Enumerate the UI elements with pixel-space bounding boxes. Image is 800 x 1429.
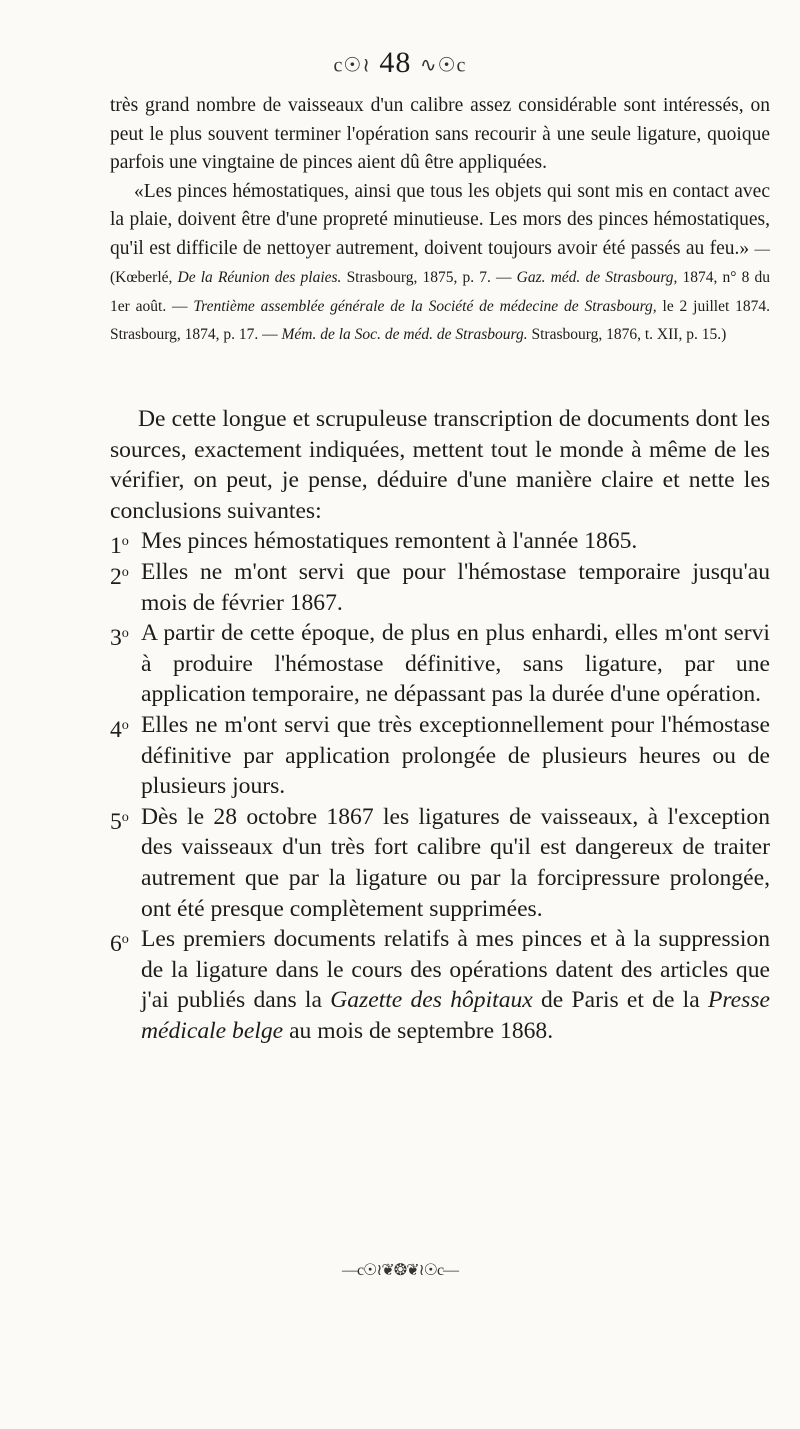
item-number: 4$^o$ <box>110 716 129 743</box>
journal-title: Presse médicale belge <box>141 987 770 1044</box>
item-number: 6$^o$ <box>110 930 129 957</box>
item-number: 5$^o$ <box>110 808 129 835</box>
conclusion-item-3 <box>110 618 770 710</box>
conclusion-item-6 <box>110 924 770 1046</box>
intro-quote-text: «Les pinces hémostatiques, ainsi que tous les objets qui sont mis en contact avec la plaie, doivent être d'une propreté minutieuse. Les mors des pinces hémostatiques, qu'il est difficile de nettoyer autrement, doivent toujours avoir été passés au feu.» <box>110 180 770 259</box>
page-header <box>0 46 800 80</box>
intro-quote-paragraph <box>110 178 770 349</box>
conclusion-item-4 <box>110 710 770 802</box>
conclusion-item-5 <box>110 802 770 924</box>
item-text: Elles ne m'ont servi que très exceptionnellement pour l'hémostase définitive par application prolongée de plusieurs heures ou de plusieurs jours. <box>141 711 770 800</box>
citation-part: le 2 juillet 1874. Strasbourg, 1874, p. 17. — <box>110 297 771 343</box>
intro-block <box>110 92 770 349</box>
item-text: Dès le 28 octobre 1867 les ligatures de vaisseaux, à l'exception des vaisseaux d'un très fort calibre qu'il est dangereux de traiter autrement que par la ligature ou par la forcipressure prolongée, ont été presque complètement supprimées. <box>141 803 770 922</box>
conclusion-item-1 <box>110 526 770 560</box>
citation-title: Trentième assemblée générale de la Société de médecine de Strasbourg, <box>193 297 657 315</box>
citation-part: Strasbourg, 1876, t. XII, p. 15.) <box>531 326 727 343</box>
footer-ornament: —c☉≀❦❂❦≀☉c— <box>341 1262 459 1279</box>
header-ornament-left: c☉≀ <box>333 54 371 77</box>
item-text: de Paris et de la <box>541 987 700 1014</box>
intro-paragraph-1: très grand nombre de vaisseaux d'un calibre assez considérable sont intéressés, on peut le plus souvent terminer l'opération sans recourir à une seule ligature, quoique parfois une vingtaine de pinces aient dû être appliquées. <box>110 95 770 173</box>
citation-part: Strasbourg, 1875, p. 7. — <box>346 269 512 286</box>
item-text: au mois de septembre 1868. <box>289 1017 554 1044</box>
citation-title: De la Réunion des plaies. <box>177 269 342 286</box>
conclusions-block <box>110 404 770 1046</box>
journal-title: Gazette des hôpitaux <box>330 987 533 1014</box>
item-number: 1$^o$ <box>110 533 129 560</box>
conclusion-item-2 <box>110 557 770 618</box>
header-ornament-right: ∿☉c <box>419 54 467 77</box>
citation-title: Mém. de la Soc. de méd. de Strasbourg. <box>281 326 528 343</box>
item-number: 2$^o$ <box>110 563 129 590</box>
item-text: Les premiers documents relatifs à mes pinces et à la suppression de la ligature dans le cours des opérations datent des articles que j'ai publiés dans la <box>141 926 770 1014</box>
citation-part: 1874, n° 8 du 1er août. — <box>110 269 771 315</box>
citation-title: Gaz. méd. de Strasbourg, <box>516 269 678 286</box>
conclusions-intro: De cette longue et scrupuleuse transcription de documents dont les sources, exactement indiquées, mettent tout le monde à même de les vérifier, on peut, je pense, déduire d'une manière claire et nette les conclusions suivantes: <box>110 406 770 524</box>
page-number: 48 <box>379 46 412 79</box>
item-text: A partir de cette époque, de plus en plus enhardi, elles m'ont servi à produire l'hémostase définitive, sans ligature, par une application temporaire, ne dépassant pas la durée d'une opération. <box>141 620 770 708</box>
item-text: Elles ne m'ont servi que pour l'hémostase temporaire jusqu'au mois de février 1867. <box>141 558 770 616</box>
item-number: 3$^o$ <box>110 624 129 651</box>
item-text: Mes pinces hémostatiques remontent à l'année 1865. <box>141 528 638 555</box>
citation-part: — (Kœberlé, <box>110 240 771 286</box>
